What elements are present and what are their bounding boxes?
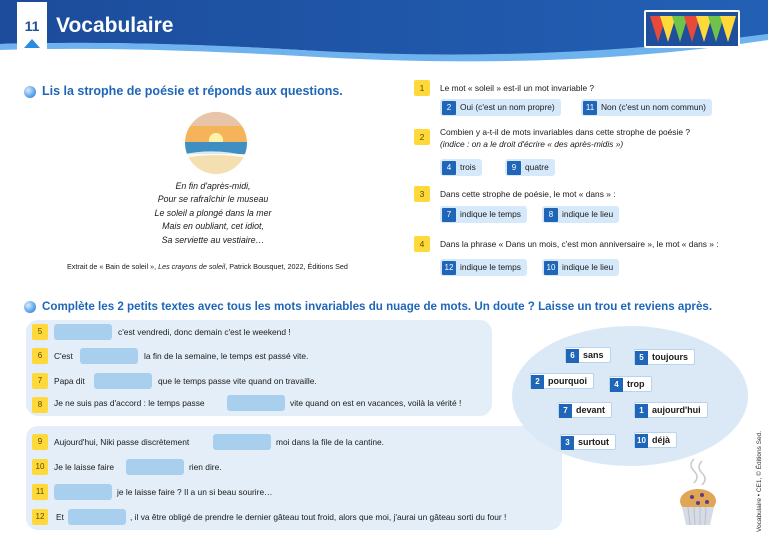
- question-text: Le mot « soleil » est-il un mot invariable ?: [440, 83, 595, 93]
- answer-option[interactable]: 10 indique le lieu: [542, 259, 619, 276]
- cloud-word[interactable]: 10 déjà: [634, 432, 677, 448]
- series-logo: [644, 10, 740, 48]
- blank-field[interactable]: [227, 395, 285, 411]
- question-number: 3: [414, 186, 430, 202]
- blank-field[interactable]: [126, 459, 184, 475]
- question-text: Dans cette strophe de poésie, le mot « dans » :: [440, 189, 616, 199]
- answer-option[interactable]: 12 indique le temps: [440, 259, 527, 276]
- cloud-word[interactable]: 5 toujours: [634, 349, 695, 365]
- row-number: 11: [32, 484, 48, 500]
- cloud-word[interactable]: 6 sans: [565, 347, 611, 363]
- poem-line: En fin d'après-midi,: [175, 181, 251, 191]
- question-text: Combien y a-t-il de mots invariables dans cette strophe de poésie ?: [440, 127, 690, 137]
- blank-field[interactable]: [213, 434, 271, 450]
- row-number: 5: [32, 324, 48, 340]
- row-number: 9: [32, 434, 48, 450]
- muffin-illustration: [674, 455, 722, 527]
- row-text: Aujourd'hui, Niki passe discrètement: [54, 437, 190, 447]
- bullet-icon: [24, 301, 36, 313]
- row-text: Papa dit: [54, 376, 85, 386]
- row-text: , il va être obligé de prendre le dernier gâteau tout froid, alors que moi, j'aurai un gâteau sorti du four !: [130, 512, 507, 522]
- row-text: Et: [56, 512, 64, 522]
- blank-field[interactable]: [94, 373, 152, 389]
- blank-field[interactable]: [54, 324, 112, 340]
- cloud-word[interactable]: 3 surtout: [560, 434, 616, 450]
- question-number: 2: [414, 129, 430, 145]
- answer-option[interactable]: 8 indique le lieu: [542, 206, 619, 223]
- page-header: [0, 0, 768, 60]
- cloud-word[interactable]: 1 aujourd'hui: [634, 402, 708, 418]
- cloud-word[interactable]: 2 pourquoi: [530, 373, 594, 389]
- sunset-beach-image: [185, 112, 247, 174]
- row-number: 6: [32, 348, 48, 364]
- row-text: vite quand on est en vacances, voilà la vérité !: [290, 398, 462, 408]
- answer-option[interactable]: 7 indique le temps: [440, 206, 527, 223]
- row-text: rien dire.: [189, 462, 222, 472]
- fill-instruction: Complète les 2 petits textes avec tous les mots invariables du nuage de mots. Un doute ? Laisse un trou et reviens après.: [24, 300, 712, 313]
- row-text: la fin de la semaine, le temps est passé vite.: [144, 351, 309, 361]
- row-number: 10: [32, 459, 48, 475]
- row-text: c'est vendredi, donc demain c'est le weekend !: [118, 327, 291, 337]
- blank-field[interactable]: [68, 509, 126, 525]
- question-number: 1: [414, 80, 430, 96]
- row-text: Je ne suis pas d'accord : le temps passe: [54, 398, 205, 408]
- row-text: C'est: [54, 351, 73, 361]
- row-text: je le laisse faire ? Il a un si beau sourire…: [117, 487, 273, 497]
- page-title: Vocabulaire: [56, 14, 174, 37]
- question-text: Dans la phrase « Dans un mois, c'est mon anniversaire », le mot « dans » :: [440, 239, 719, 249]
- poem-line: Pour se rafraîchir le museau: [157, 194, 269, 205]
- blank-field[interactable]: [54, 484, 112, 500]
- poem-line: Sa serviette au vestiaire…: [161, 234, 265, 245]
- question-hint: (indice : on a le droit d'écrire « des après-midis »): [440, 139, 624, 149]
- poem-source: Extrait de « Bain de soleil », Les crayons de soleil, Patrick Bousquet, 2022, Éditions Sed: [67, 262, 348, 271]
- word-cloud: [512, 326, 748, 466]
- cloud-word[interactable]: 4 trop: [609, 376, 652, 392]
- poem-line: Le soleil a plongé dans la mer: [154, 207, 272, 218]
- answer-option[interactable]: 4 trois: [440, 159, 482, 176]
- row-number: 8: [32, 397, 48, 413]
- blank-field[interactable]: [80, 348, 138, 364]
- row-number: 7: [32, 373, 48, 389]
- row-text: que le temps passe vite quand on travaille.: [158, 376, 317, 386]
- row-number: 12: [32, 509, 48, 525]
- question-number: 4: [414, 236, 430, 252]
- copyright-credit: Vocabulaire • CE1, © Éditions Sed.: [756, 430, 763, 532]
- reading-instruction: Lis la strophe de poésie et réponds aux questions.: [24, 84, 343, 98]
- bullet-icon: [24, 86, 36, 98]
- answer-option[interactable]: 9 quatre: [505, 159, 555, 176]
- triangle-icon: [24, 39, 40, 48]
- cloud-word[interactable]: 7 devant: [558, 402, 612, 418]
- answer-option[interactable]: 2 Oui (c'est un nom propre): [440, 99, 561, 116]
- poem-stanza: [118, 180, 308, 247]
- row-text: moi dans la file de la cantine.: [276, 437, 385, 447]
- page-number: 11: [17, 2, 47, 54]
- poem-line: Mais en oubliant, cet idiot,: [162, 221, 264, 232]
- row-text: Je le laisse faire: [54, 462, 115, 472]
- answer-option[interactable]: 11 Non (c'est un nom commun): [581, 99, 712, 116]
